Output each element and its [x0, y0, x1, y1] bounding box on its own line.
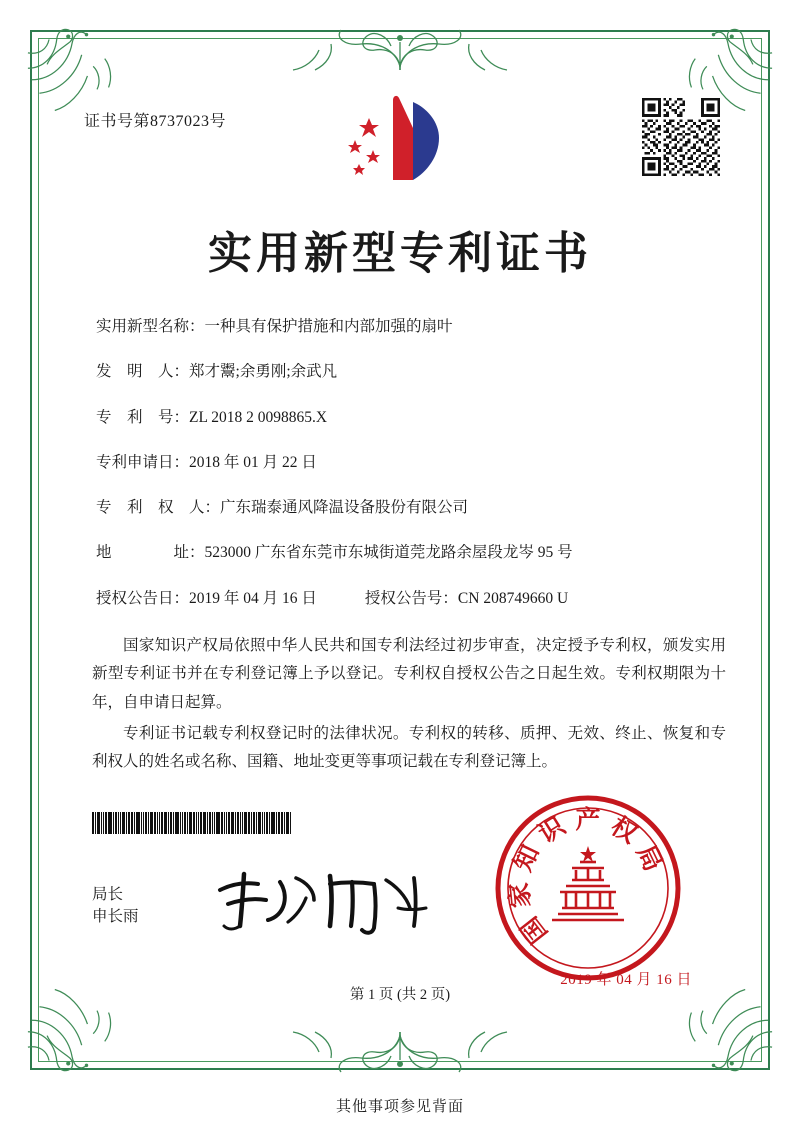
page-title: 实用新型专利证书: [208, 228, 592, 279]
field-label: 发 明 人：: [96, 363, 190, 381]
qr-code-icon: [642, 98, 720, 176]
field-application-date: [96, 451, 720, 474]
field-patent-number: [96, 406, 720, 429]
field-list: [70, 315, 730, 610]
footer-note: 其他事项参见背面: [335, 1099, 464, 1115]
barcode-icon: [92, 812, 302, 834]
field-label: 专利申请日：: [96, 453, 190, 471]
field-value: 523000 广东省东莞市东城街道莞龙路余屋段龙岑 95 号: [204, 544, 573, 562]
field-address: [96, 541, 720, 564]
svg-text:识: 识: [533, 810, 570, 849]
svg-text:产: 产: [575, 805, 601, 834]
field-label: 实用新型名称：: [96, 318, 205, 335]
certificate-content: [70, 80, 730, 1052]
svg-text:权: 权: [606, 810, 643, 849]
field-utility-model-name: [96, 315, 720, 338]
field-value: 一种具有保护措施和内部加强的扇叶: [204, 318, 453, 335]
legal-paragraph-1: 国家知识产权局依照中华人民共和国专利法经过初步审查，决定授予专利权，颁发实用新型专利证书并在专利登记簿上予以登记。专利权自授权公告之日起生效。专利权期限为十年，自申请日起算。: [92, 636, 726, 712]
field-patentee: [96, 496, 720, 519]
grant-number-value: CN 208749660 U: [457, 589, 569, 607]
page-indicator: 第 1 页 (共 2 页): [349, 987, 451, 1003]
svg-text:家: 家: [504, 881, 536, 910]
signatory-block: [92, 884, 139, 929]
field-label: 专 利 号：: [96, 408, 190, 426]
handwritten-signature-icon: [210, 864, 450, 936]
field-value: 广东瑞泰通风降温设备股份有限公司: [220, 499, 469, 516]
field-label: 专 利 权 人：: [96, 499, 221, 516]
field-value: 郑才鬻;余勇刚;余武凡: [189, 363, 338, 381]
field-inventor: [96, 360, 720, 383]
svg-text:局: 局: [631, 840, 669, 876]
field-label: 地 址：: [96, 544, 205, 562]
grant-number-label: 授权公告号：: [364, 589, 458, 607]
official-seal-icon: [488, 788, 688, 988]
field-value: 2018 年 01 月 22 日: [189, 453, 317, 471]
field-grant-announcement: [96, 587, 720, 610]
signatory-role: 局长: [92, 886, 124, 903]
grant-date-value: 2019 年 04 月 16 日: [189, 589, 317, 607]
field-value: ZL 2018 2 0098865.X: [189, 408, 328, 426]
cnipa-logo-icon: [335, 88, 465, 188]
svg-text:国: 国: [514, 911, 554, 949]
certificate-number: 证书号第8737023号: [84, 113, 227, 130]
signatory-name: 申长雨: [92, 908, 139, 926]
seal-date: 2019 年 04 月 16 日: [560, 972, 692, 988]
legal-paragraph-2: 专利证书记载专利权登记时的法律状况。专利权的转移、质押、无效、终止、恢复和专利权人的姓名或名称、国籍、地址变更等事项记载在专利登记簿上。: [92, 724, 726, 771]
svg-text:知: 知: [507, 840, 545, 876]
footer-block: [70, 806, 730, 1026]
top-center-ornament-icon: [275, 20, 525, 72]
header-row: [70, 80, 730, 195]
grant-date-label: 授权公告日：: [96, 589, 190, 607]
